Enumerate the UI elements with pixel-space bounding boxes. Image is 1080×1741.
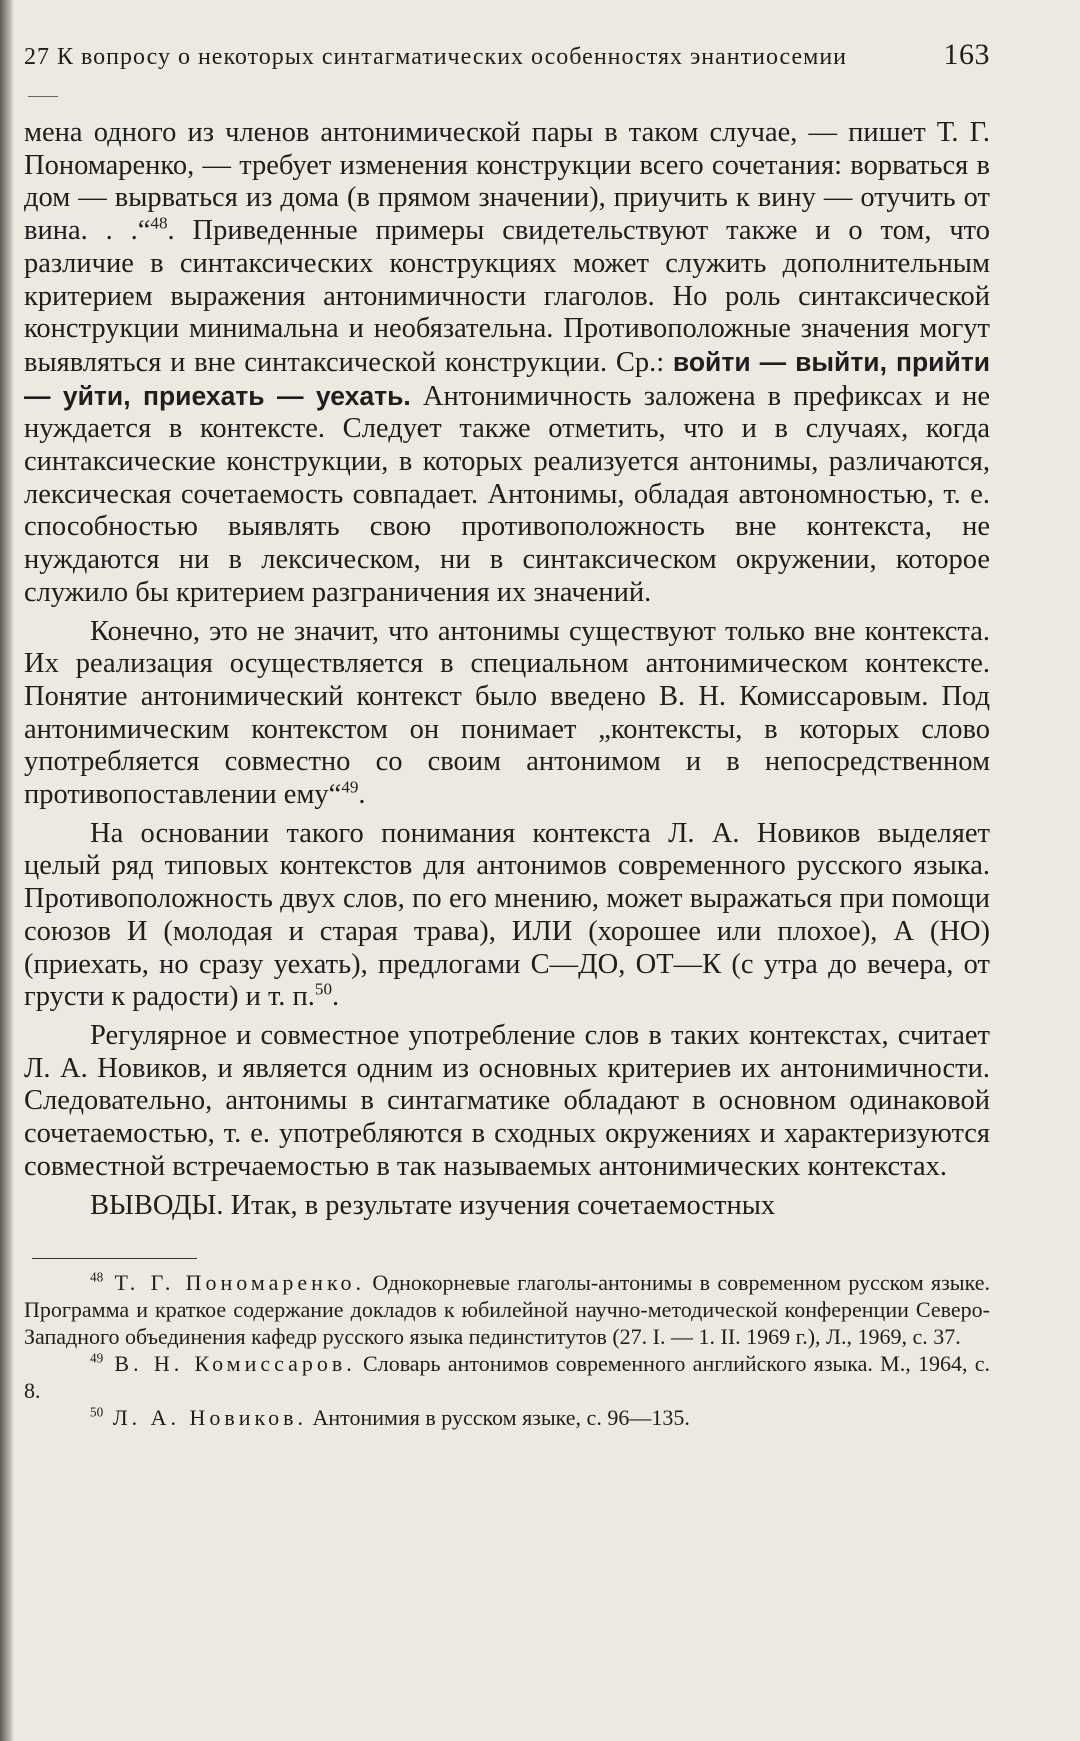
header-rule bbox=[28, 96, 58, 97]
text-run: . bbox=[332, 981, 340, 1013]
body-paragraph bbox=[24, 616, 990, 812]
footnote-text: Однокорневые глаголы-антонимы в современном русском языке. Программа и краткое содержание докладов к юбилейной научно-методической конференции Северо-Западного объединения кафедр русского языка пединститутов (27. I. — 1. II. 1969 г.), Л., 1969, с. 37. bbox=[24, 1270, 990, 1350]
text-run: . bbox=[358, 779, 366, 811]
text-run: Регулярное и совместное употребление слов в таких контекстах, считает Л. А. Новиков, и является одним из основных критериев их антонимичности. Следовательно, антонимы в синтагматике обладают в основном одинаковой сочетаемостью, т. е. употребляются в сходных окружениях и характеризуются совместной встречаемостью в так называемых антонимических контекстах. bbox=[24, 1019, 990, 1182]
footnote-marker: 50 bbox=[90, 1404, 104, 1420]
footnote-marker: 48 bbox=[90, 1269, 104, 1285]
footnote bbox=[24, 1269, 990, 1350]
running-head bbox=[24, 38, 990, 78]
body-paragraph bbox=[24, 1190, 990, 1223]
text-run: Конечно, это не значит, что антонимы существуют только вне контекста. Их реализация осуществляется в специальном антонимическом контексте. Понятие антонимический контекст было введено В. Н. Комиссаровым. Под антонимическим контекстом он понимает „контексты, в которых слово употребляется совместно со своим антонимом и в непосредственном противопоставлении ему“ bbox=[24, 615, 990, 811]
footnotes bbox=[24, 1269, 990, 1431]
body-paragraph bbox=[24, 1020, 990, 1184]
book-spine-edge bbox=[0, 0, 14, 1741]
text-run: Антонимичность заложена в префиксах и не нуждается в контексте. Следует также отметить, что и в случаях, когда синтаксические конструкции, в которых реализуется антонимы, различаются, лексическая сочетаемость совпадает. Антонимы, обладая автономностью, т. е. способностью выявлять свою противоположность вне контекста, не нуждаются ни в лексическом, ни в синтаксическом окружении, которое служило бы критерием разграничения их значений. bbox=[24, 380, 990, 608]
footnote-reference: 49 bbox=[341, 777, 359, 797]
footnote-author: Л. А. Новиков. bbox=[103, 1405, 308, 1431]
footnote bbox=[24, 1404, 990, 1431]
text-run: . Приведенные примеры свидетельствуют также и о том, что различие в синтаксических конструкциях может служить дополнительным критерием выражения антонимичности глаголов. Но роль синтаксической конструкции минимальна и необязательна. Противоположные значения могут выявляться и вне синтаксической конструкции. Ср.: bbox=[24, 215, 991, 378]
body-paragraph bbox=[24, 818, 990, 1014]
book-page bbox=[24, 38, 990, 1431]
footnote-text: Словарь антонимов современного английского языка. М., 1964, с. 8. bbox=[24, 1351, 990, 1404]
text-run: мена одного из членов антонимической пары в таком случае, — пишет Т. Г. Пономаренко, — требует изменения конструкции всего сочетания: ворваться в дом — вырваться из дома (в прямом значении), приучить к вину — отучить от вина. . .“ bbox=[24, 117, 990, 247]
footnote-reference: 50 bbox=[314, 979, 333, 999]
footnote-author: В. Н. Комиссаров. bbox=[103, 1351, 356, 1377]
main-text bbox=[24, 117, 990, 1222]
body-paragraph bbox=[24, 117, 990, 610]
text-run: На основании такого понимания контекста Л. А. Новиков выделяет целый ряд типовых контекстов для антонимов современного русского языка. Противоположность двух слов, по его мнению, может выражаться при помощи союзов И (молодая и старая трава), ИЛИ (хорошее или плохое), А (НО) (приехать, но сразу уехать), предлогами С—ДО, ОТ—К (с утра до вечера, от грусти к радости) и т. п. bbox=[24, 817, 990, 1013]
text-run: ВЫВОДЫ. Итак, в результате изучения сочетаемостных bbox=[90, 1189, 776, 1221]
footnote bbox=[24, 1350, 990, 1404]
footnote-text: Антонимия в русском языке, с. 96—135. bbox=[307, 1405, 690, 1431]
footnote-marker: 49 bbox=[90, 1350, 104, 1366]
bold-example: войти — выйти, прийти — уйти, приехать — уехать. bbox=[24, 346, 990, 411]
footnote-author: Т. Г. Пономаренко. bbox=[103, 1270, 366, 1296]
running-head-title: 27 К вопросу о некоторых синтагматических особенностях энантиосемии bbox=[24, 44, 848, 70]
page-number: 163 bbox=[943, 38, 990, 71]
footnote-rule bbox=[32, 1258, 197, 1259]
footnote-reference: 48 bbox=[150, 213, 168, 233]
